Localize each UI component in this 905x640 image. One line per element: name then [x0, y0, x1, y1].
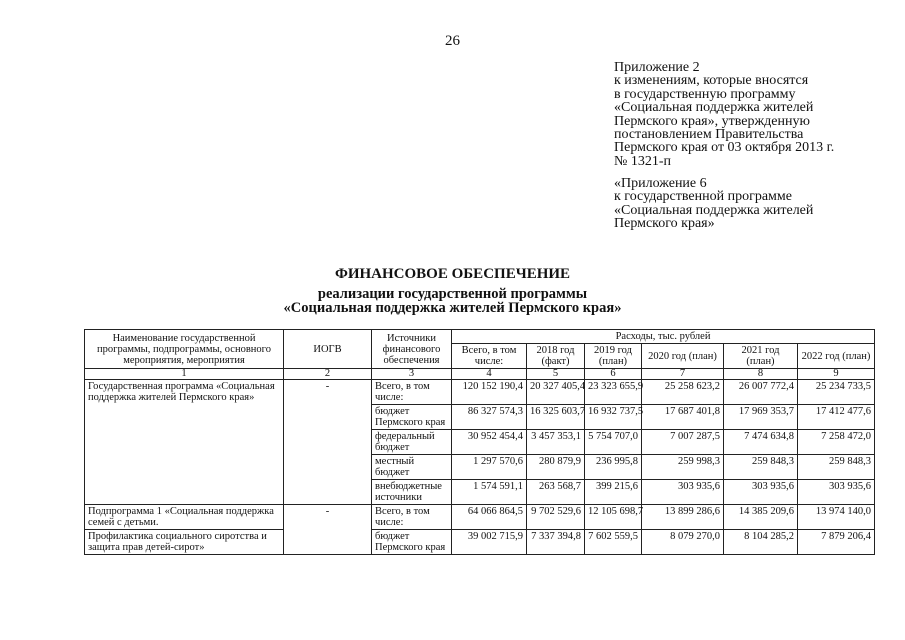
- value-2019: 7 602 559,5: [585, 530, 642, 555]
- value-2022: 259 848,3: [798, 455, 875, 480]
- value-2020: 7 007 287,5: [642, 430, 724, 455]
- column-number: 8: [724, 369, 798, 380]
- value-2020: 17 687 401,8: [642, 405, 724, 430]
- appendix-line: постановлением Правительства: [614, 127, 804, 143]
- value-2021: 8 104 285,2: [724, 530, 798, 555]
- value-2022: 13 974 140,0: [798, 505, 875, 530]
- source-cell: бюджет Пермского края: [372, 405, 452, 430]
- column-number: 6: [585, 369, 642, 380]
- value-2020: 25 258 623,2: [642, 380, 724, 405]
- source-cell: бюджет Пермского края: [372, 530, 452, 555]
- document-subtitle: [0, 287, 905, 315]
- value-2018: 16 325 603,7: [527, 405, 585, 430]
- total-cell: 86 327 574,3: [452, 405, 527, 430]
- appendix-2-block: [614, 61, 899, 168]
- value-2021: 17 969 353,7: [724, 405, 798, 430]
- table-row: [85, 380, 875, 405]
- page-number: 26: [445, 33, 460, 49]
- column-number-row: [85, 369, 875, 380]
- value-2022: 7 258 472,0: [798, 430, 875, 455]
- value-2018: 280 879,9: [527, 455, 585, 480]
- value-2021: 7 474 634,8: [724, 430, 798, 455]
- value-2018: 7 337 394,8: [527, 530, 585, 555]
- column-number: 9: [798, 369, 875, 380]
- appendix-line: Пермского края от 03 октября 2013 г.: [614, 140, 835, 156]
- value-2018: 20 327 405,4: [527, 380, 585, 405]
- appendix-6-block: [614, 177, 899, 231]
- value-2020: 13 899 286,6: [642, 505, 724, 530]
- header-2019: 2019 год (план): [585, 344, 642, 369]
- value-2020: 303 935,6: [642, 480, 724, 505]
- column-number: 5: [527, 369, 585, 380]
- value-2020: 259 998,3: [642, 455, 724, 480]
- appendix-line: к изменениям, которые вносятся: [614, 73, 809, 89]
- program-name: Государственная программа «Социальная поддержка жителей Пермского края»: [85, 380, 284, 505]
- column-number: 1: [85, 369, 284, 380]
- subtitle-line-2: «Социальная поддержка жителей Пермского края»: [283, 300, 622, 316]
- value-2021: 14 385 209,6: [724, 505, 798, 530]
- value-2019: 399 215,6: [585, 480, 642, 505]
- subprogram-name-line-2: Профилактика социального сиротства и защита прав детей-сирот»: [85, 530, 284, 555]
- source-cell: Всего, в том числе:: [372, 505, 452, 530]
- value-2018: 263 568,7: [527, 480, 585, 505]
- appendix-line: «Приложение 6: [614, 176, 707, 191]
- header-sources: Источники финансового обеспечения: [372, 330, 452, 369]
- appendix-line: Пермского края», утвержденную: [614, 113, 810, 129]
- source-cell: Всего, в том числе:: [372, 380, 452, 405]
- value-2019: 236 995,8: [585, 455, 642, 480]
- header-iogv: ИОГВ: [284, 330, 372, 369]
- value-2019: 5 754 707,0: [585, 430, 642, 455]
- source-cell: внебюджетные источники: [372, 480, 452, 505]
- value-2019: 16 932 737,5: [585, 405, 642, 430]
- source-cell: федеральный бюджет: [372, 430, 452, 455]
- column-number: 7: [642, 369, 724, 380]
- header-name: Наименование государственной программы, подпрограммы, основного мероприятия, мероприятия: [85, 330, 284, 369]
- header-expenses: Расходы, тыс. рублей: [452, 330, 875, 344]
- value-2021: 259 848,3: [724, 455, 798, 480]
- appendix-line: № 1321-п: [614, 153, 672, 169]
- financing-table: [84, 329, 875, 555]
- header-2018: 2018 год (факт): [527, 344, 585, 369]
- total-cell: 64 066 864,5: [452, 505, 527, 530]
- column-number: 4: [452, 369, 527, 380]
- value-2018: 9 702 529,6: [527, 505, 585, 530]
- value-2020: 8 079 270,0: [642, 530, 724, 555]
- appendix-line: в государственную программу: [614, 86, 796, 102]
- column-number: 2: [284, 369, 372, 380]
- subprogram-iogv: -: [284, 505, 372, 555]
- value-2022: 303 935,6: [798, 480, 875, 505]
- value-2021: 303 935,6: [724, 480, 798, 505]
- appendix-line: «Социальная поддержка жителей: [614, 100, 814, 116]
- subprogram-name-line-1: Подпрограмма 1 «Социальная поддержка семей с детьми.: [85, 505, 284, 530]
- appendix-line: Пермского края»: [614, 216, 715, 232]
- source-cell: местный бюджет: [372, 455, 452, 480]
- value-2019: 12 105 698,7: [585, 505, 642, 530]
- value-2021: 26 007 772,4: [724, 380, 798, 405]
- appendix-line: к государственной программе: [614, 189, 792, 205]
- total-cell: 1 297 570,6: [452, 455, 527, 480]
- total-cell: 1 574 591,1: [452, 480, 527, 505]
- header-2022: 2022 год (план): [798, 344, 875, 369]
- value-2019: 23 323 655,9: [585, 380, 642, 405]
- header-2020: 2020 год (план): [642, 344, 724, 369]
- value-2022: 17 412 477,6: [798, 405, 875, 430]
- program-iogv: -: [284, 380, 372, 505]
- appendix-line: Приложение 2: [614, 60, 700, 75]
- total-cell: 120 152 190,4: [452, 380, 527, 405]
- value-2022: 7 879 206,4: [798, 530, 875, 555]
- table-row: [85, 505, 875, 530]
- total-cell: 30 952 454,4: [452, 430, 527, 455]
- value-2018: 3 457 353,1: [527, 430, 585, 455]
- column-number: 3: [372, 369, 452, 380]
- total-cell: 39 002 715,9: [452, 530, 527, 555]
- document-title: ФИНАНСОВОЕ ОБЕСПЕЧЕНИЕ: [334, 266, 571, 282]
- table-row: [85, 530, 875, 555]
- header-total: Всего, в том числе:: [452, 344, 527, 369]
- subtitle-line-1: реализации государственной программы: [317, 286, 588, 302]
- appendix-line: «Социальная поддержка жителей: [614, 202, 814, 218]
- header-2021: 2021 год (план): [724, 344, 798, 369]
- value-2022: 25 234 733,5: [798, 380, 875, 405]
